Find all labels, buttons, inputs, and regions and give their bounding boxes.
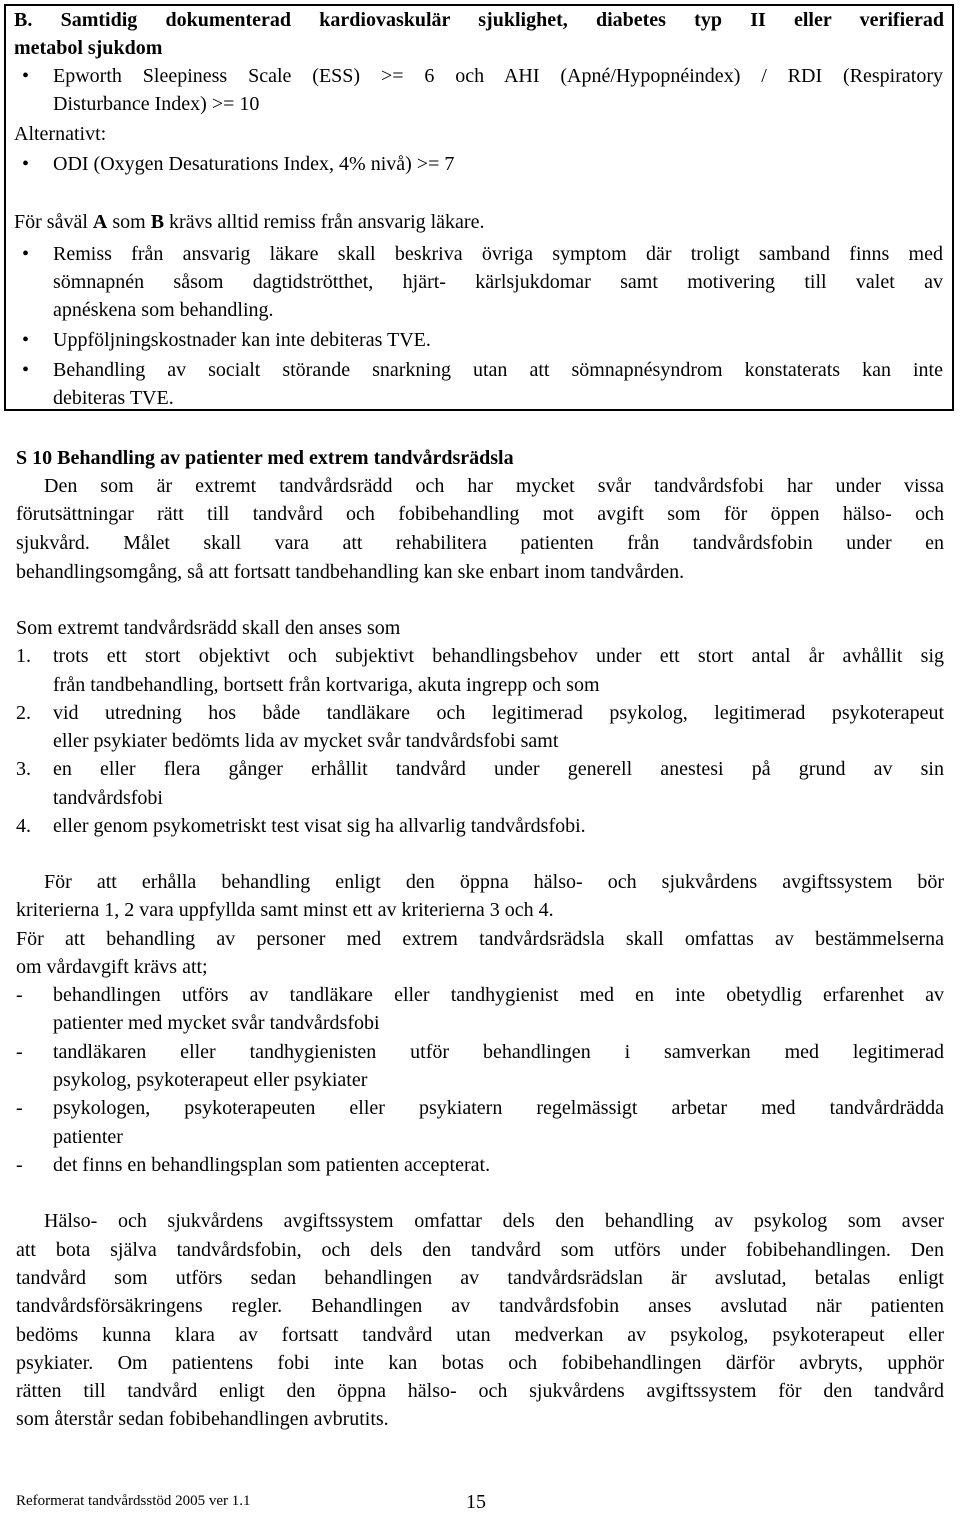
- s10-heading: S 10 Behandling av patienter med extrem tandvårdsrädsla: [16, 447, 514, 469]
- dash-item-1-line1: behandlingen utförs av tandläkare eller tandhygienist med en inte obetydlig erfarenhet av: [53, 984, 944, 1006]
- bullet5-line1: Behandling av socialt störande snarkning utan att sömnapnésyndrom konstaterats kan inte: [53, 359, 943, 381]
- bullet1-line2: Disturbance Index) >= 10: [53, 93, 260, 115]
- bullet-icon: •: [22, 65, 30, 87]
- bullet-icon: •: [22, 153, 30, 175]
- bullet-icon: •: [22, 329, 30, 351]
- s10-intro-line2: förutsättningar rätt till tandvård och fobibehandling mot avgift som för öppen hälso- och: [16, 503, 944, 525]
- bullet-icon: •: [22, 359, 30, 381]
- criteria-item-3-line1: en eller flera gånger erhållit tandvård under generell anestesi på grund av sin: [53, 758, 944, 780]
- dash-item-1-line2: patienter med mycket svår tandvårdsfobi: [53, 1012, 380, 1034]
- bullet1-line1: Epworth Sleepiness Scale (ESS) >= 6 och AHI (Apné/Hypopnéindex) / RDI (Respiratory: [53, 65, 943, 87]
- dash-marker: -: [16, 1154, 23, 1176]
- dash-item-2-line2: psykolog, psykoterapeut eller psykiater: [53, 1069, 368, 1091]
- criteria-item-4-line1: eller genom psykometriskt test visat sig ha allvarlig tandvårdsfobi.: [53, 815, 586, 837]
- dash-item-4-line1: det finns en behandlingsplan som patienten accepterat.: [53, 1154, 491, 1176]
- bullet3-line1: Remiss från ansvarig läkare skall beskriva övriga symptom där troligt samband finns med: [53, 243, 943, 265]
- bullet-icon: •: [22, 243, 30, 265]
- section-b-heading-line2: metabol sjukdom: [14, 37, 163, 59]
- para4-line1: Hälso- och sjukvårdens avgiftssystem omfattar dels den behandling av psykolog som avser: [44, 1210, 944, 1232]
- criteria-item-1-line1: trots ett stort objektivt och subjektivt behandlingsbehov under ett stort antal år avhållit sig: [53, 645, 944, 667]
- dash-marker: -: [16, 984, 23, 1006]
- para4-line5: bedöms kunna klara av fortsatt tandvård utan medverkan av psykolog, psykoterapeut eller: [16, 1324, 944, 1346]
- page-number: 15: [466, 1491, 486, 1513]
- criteria-number: 2.: [16, 702, 31, 724]
- dash-marker: -: [16, 1097, 23, 1119]
- criteria-number: 1.: [16, 645, 31, 667]
- s10-intro-line1: Den som är extremt tandvårdsrädd och har mycket svår tandvårdsfobi har under vissa: [44, 475, 944, 497]
- para4-line4: tandvårdsförsäkringens regler. Behandlingen av tandvårdsfobin anses avslutad när patienten: [16, 1295, 944, 1317]
- criteria-item-1-line2: från tandbehandling, bortsett från kortvariga, akuta ingrepp och som: [53, 674, 600, 696]
- para4-line3: tandvård som utförs sedan behandlingen av tandvårdsrädslan är avslutad, betalas enligt: [16, 1267, 944, 1289]
- section-b-heading-line1: B. Samtidig dokumenterad kardiovaskulär sjuklighet, diabetes typ II eller verifierad: [14, 9, 944, 31]
- para4-line2: att bota själva tandvårdsfobin, och dels den tandvård som utförs under fobibehandlingen. Den: [16, 1239, 944, 1261]
- criteria-number: 3.: [16, 758, 31, 780]
- bullet5-line2: debiteras TVE.: [53, 387, 174, 409]
- para4-line7: rätten till tandvård enligt den öppna hälso- och sjukvårdens avgiftssystem för den tandvård: [16, 1380, 944, 1402]
- bullet2-text: ODI (Oxygen Desaturations Index, 4% nivå) >= 7: [53, 153, 455, 175]
- para3-line1: För att behandling av personer med extrem tandvårdsrädsla skall omfattas av bestämmelserna: [16, 928, 944, 950]
- dash-marker: -: [16, 1041, 23, 1063]
- para2-line1: För att erhålla behandling enligt den öppna hälso- och sjukvårdens avgiftssystem bör: [44, 871, 944, 893]
- bullet4-text: Uppföljningskostnader kan inte debiteras TVE.: [53, 329, 431, 351]
- criteria-item-3-line2: tandvårdsfobi: [53, 787, 163, 809]
- s10-intro-line3: sjukvård. Målet skall vara att rehabilitera patienten från tandvårdsfobin under en: [16, 532, 944, 554]
- criteria-item-2-line2: eller psykiater bedömts lida av mycket svår tandvårdsfobi samt: [53, 730, 559, 752]
- para4-line8: som återstår sedan fobibehandlingen avbrutits.: [16, 1408, 389, 1430]
- para3-line2: om vårdavgift krävs att;: [16, 956, 208, 978]
- criteria-intro: Som extremt tandvårdsrädd skall den anses som: [16, 617, 401, 639]
- para4-line6: psykiater. Om patientens fobi inte kan botas och fobibehandlingen därför avbryts, upphör: [16, 1352, 944, 1374]
- para2-line2: kriterierna 1, 2 vara uppfyllda samt minst ett av kriterierna 3 och 4.: [16, 899, 554, 921]
- dash-item-3-line1: psykologen, psykoterapeuten eller psykiatern regelmässigt arbetar med tandvårdrädda: [53, 1097, 944, 1119]
- footer-text: Reformerat tandvårdsstöd 2005 ver 1.1: [16, 1493, 251, 1509]
- criteria-item-2-line1: vid utredning hos både tandläkare och legitimerad psykolog, legitimerad psykoterapeut: [53, 702, 944, 724]
- bullet3-line3: apnéskena som behandling.: [53, 299, 274, 321]
- bullet3-line2: sömnapnén såsom dagtidströtthet, hjärt- kärlsjukdomar samt motivering till valet av: [53, 271, 943, 293]
- remiss-note: För såväl A som B krävs alltid remiss från ansvarig läkare.: [14, 211, 485, 233]
- criteria-number: 4.: [16, 815, 31, 837]
- alternativt-label: Alternativt:: [14, 123, 107, 145]
- s10-intro-line4: behandlingsomgång, så att fortsatt tandbehandling kan ske enbart inom tandvården.: [16, 561, 685, 583]
- dash-item-3-line2: patienter: [53, 1126, 123, 1148]
- dash-item-2-line1: tandläkaren eller tandhygienisten utför behandlingen i samverkan med legitimerad: [53, 1041, 944, 1063]
